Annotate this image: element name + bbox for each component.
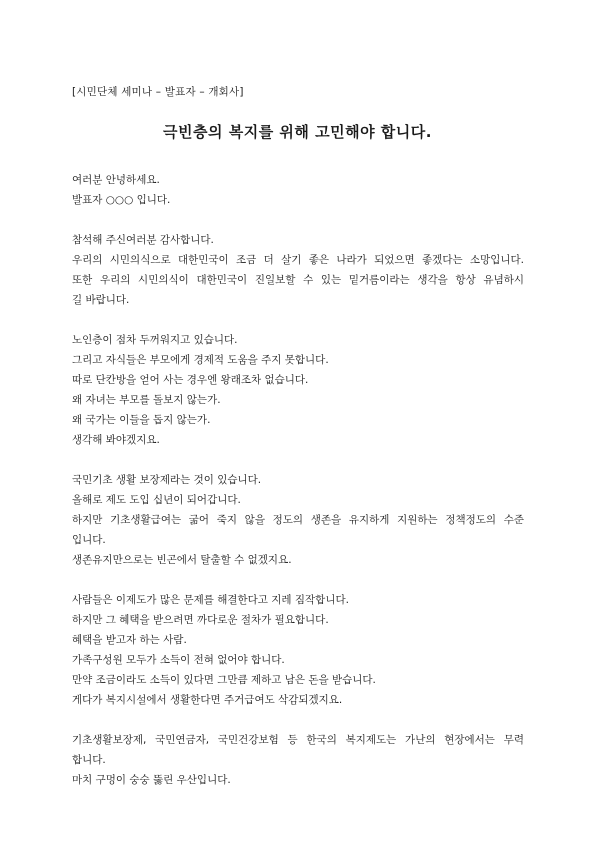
text-line: 생각해 봐야겠지요. — [72, 434, 160, 446]
text-line: 생존유지만으로는 빈곤에서 탈출할 수 없겠지요. — [72, 554, 292, 566]
paragraph — [72, 170, 524, 210]
text-line: 만약 조금이라도 소득이 있다면 그만큼 제하고 남은 돈을 받습니다. — [72, 674, 376, 686]
text-line: 올해로 제도 도입 십년이 되어갑니다. — [72, 494, 241, 506]
text-line: 길 바랍니다. — [72, 294, 130, 306]
text-line: 여러분 안녕하세요. — [72, 174, 160, 186]
paragraph — [72, 330, 524, 450]
text-line: 그리고 자식들은 부모에게 경제적 도움을 주지 못합니다. — [72, 354, 329, 366]
text-line: 기초생활보장제, 국민연금자, 국민건강보험 등 한국의 복지제도는 가난의 현장에서는 무력 — [72, 734, 524, 746]
text-line: 사람들은 이제도가 많은 문제를 해결한다고 지레 짐작합니다. — [72, 594, 349, 606]
document-title: 극빈층의 복지를 위해 고민해야 합니다. — [163, 123, 432, 141]
text-line: 또한 우리의 시민의식이 대한민국이 진일보할 수 있는 밑거름이라는 생각을 항상 유념하시 — [72, 274, 524, 286]
text-line: 노인층이 점차 두꺼워지고 있습니다. — [72, 334, 238, 346]
text-line: 하지만 그 혜택을 받으려면 까다로운 절차가 필요합니다. — [72, 614, 329, 626]
document-body — [72, 170, 524, 810]
text-line: 하지만 기초생활급여는 굶어 죽지 않을 정도의 생존을 유지하게 지원하는 정책정도의 수준 — [72, 514, 524, 526]
text-line: 국민기초 생활 보장제라는 것이 있습니다. — [72, 474, 262, 486]
text-line: 우리의 시민의식으로 대한민국이 조금 더 살기 좋은 나라가 되었으면 좋겠다는 소망입니다. — [72, 254, 524, 266]
text-line: 가족구성원 모두가 소득이 전혀 없어야 합니다. — [72, 654, 285, 666]
text-line: 발표자 ○○○ 입니다. — [72, 194, 171, 206]
text-line: 혜택을 받고자 하는 사람. — [72, 634, 187, 646]
paragraph — [72, 590, 524, 710]
text-line: 따로 단칸방을 얻어 사는 경우엔 왕래조차 없습니다. — [72, 374, 309, 386]
document-header-tag: [시민단체 세미나 – 발표자 – 개회사] — [72, 86, 244, 98]
text-line: 참석해 주신여러분 감사합니다. — [72, 234, 214, 246]
text-line: 합니다. — [72, 754, 106, 766]
paragraph — [72, 730, 524, 790]
paragraph — [72, 230, 524, 310]
text-line: 왜 국가는 이들을 돕지 않는가. — [72, 414, 211, 426]
paragraph — [72, 470, 524, 570]
text-line: 게다가 복지시설에서 생활한다면 주거급여도 삭감되겠지요. — [72, 694, 343, 706]
text-line: 왜 자녀는 부모를 돌보지 않는가. — [72, 394, 221, 406]
text-line: 마치 구멍이 숭숭 뚫린 우산입니다. — [72, 774, 231, 786]
text-line: 입니다. — [72, 534, 106, 546]
